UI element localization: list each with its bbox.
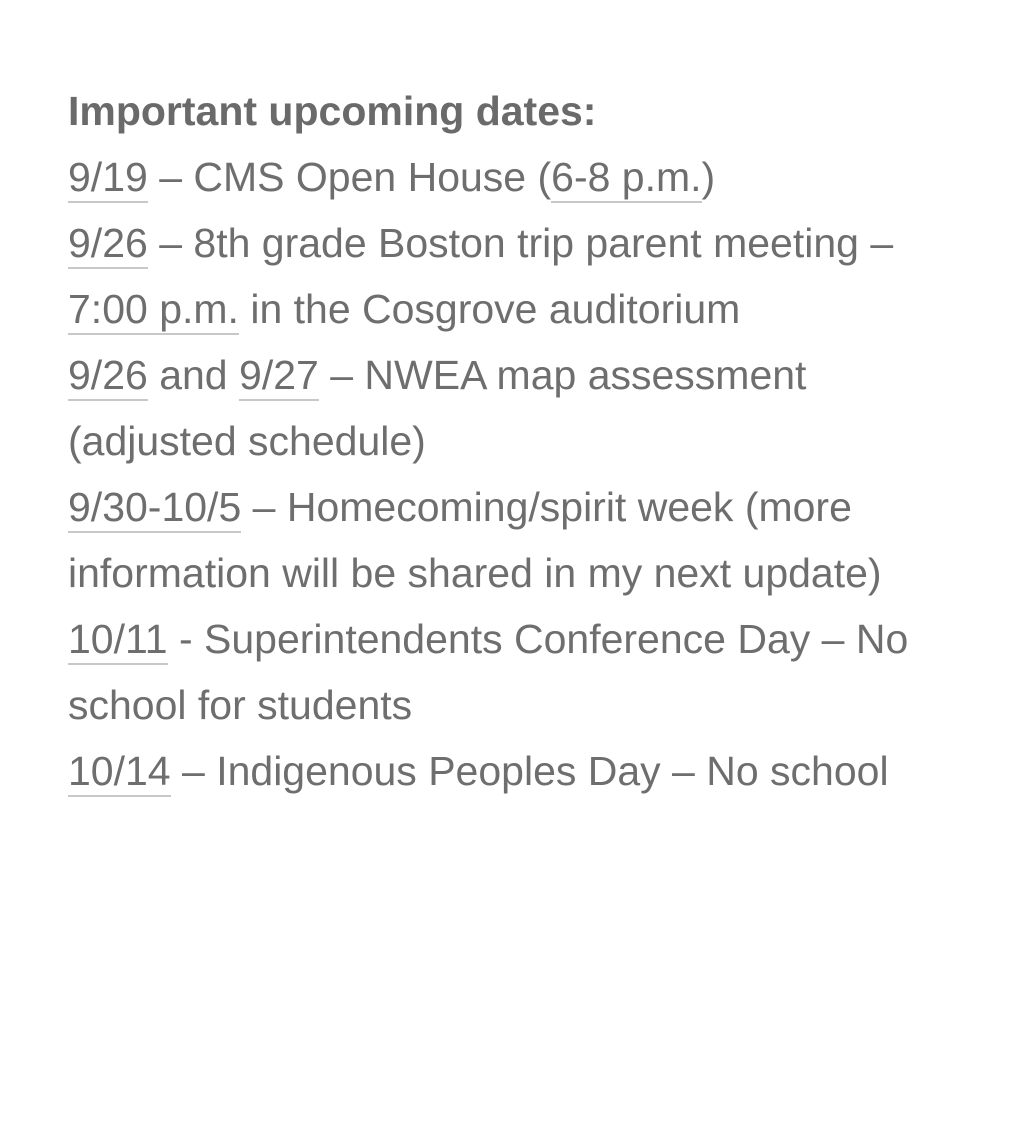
entry-text: – Homecoming/spirit week (more information will be shared in my next update) [68,484,882,596]
date-entry-conference-day [68,606,968,738]
date-link[interactable]: 10/14 [68,748,171,797]
entry-text: and [147,352,240,398]
entry-text: – CMS Open House ( [147,154,552,200]
date-link[interactable]: 9/19 [68,154,148,203]
entry-text: in the Cosgrove auditorium [238,286,741,332]
date-entry-homecoming [68,474,968,606]
time-link[interactable]: 7:00 p.m. [68,286,239,335]
date-entry-indigenous-peoples-day [68,738,968,804]
date-link[interactable]: 10/11 [68,616,168,665]
message-body [68,78,968,804]
date-link[interactable]: 9/30-10/5 [68,484,241,533]
date-entry-open-house [68,144,968,210]
date-link[interactable]: 9/27 [239,352,319,401]
entry-text: - Superintendents Conference Day – No school for students [68,616,909,728]
date-link[interactable]: 9/26 [68,352,148,401]
entry-text: – NWEA map assessment (adjusted schedule) [68,352,807,464]
date-entry-boston-trip-meeting [68,210,968,342]
dates-heading: Important upcoming dates: [68,88,597,134]
entry-text: ) [701,154,716,200]
date-link[interactable]: 9/26 [68,220,148,269]
entry-text: – Indigenous Peoples Day – No school [170,748,889,794]
date-entry-nwea-assessment [68,342,968,474]
time-link[interactable]: 6-8 p.m. [551,154,701,203]
entry-text: – 8th grade Boston trip parent meeting – [147,220,894,266]
